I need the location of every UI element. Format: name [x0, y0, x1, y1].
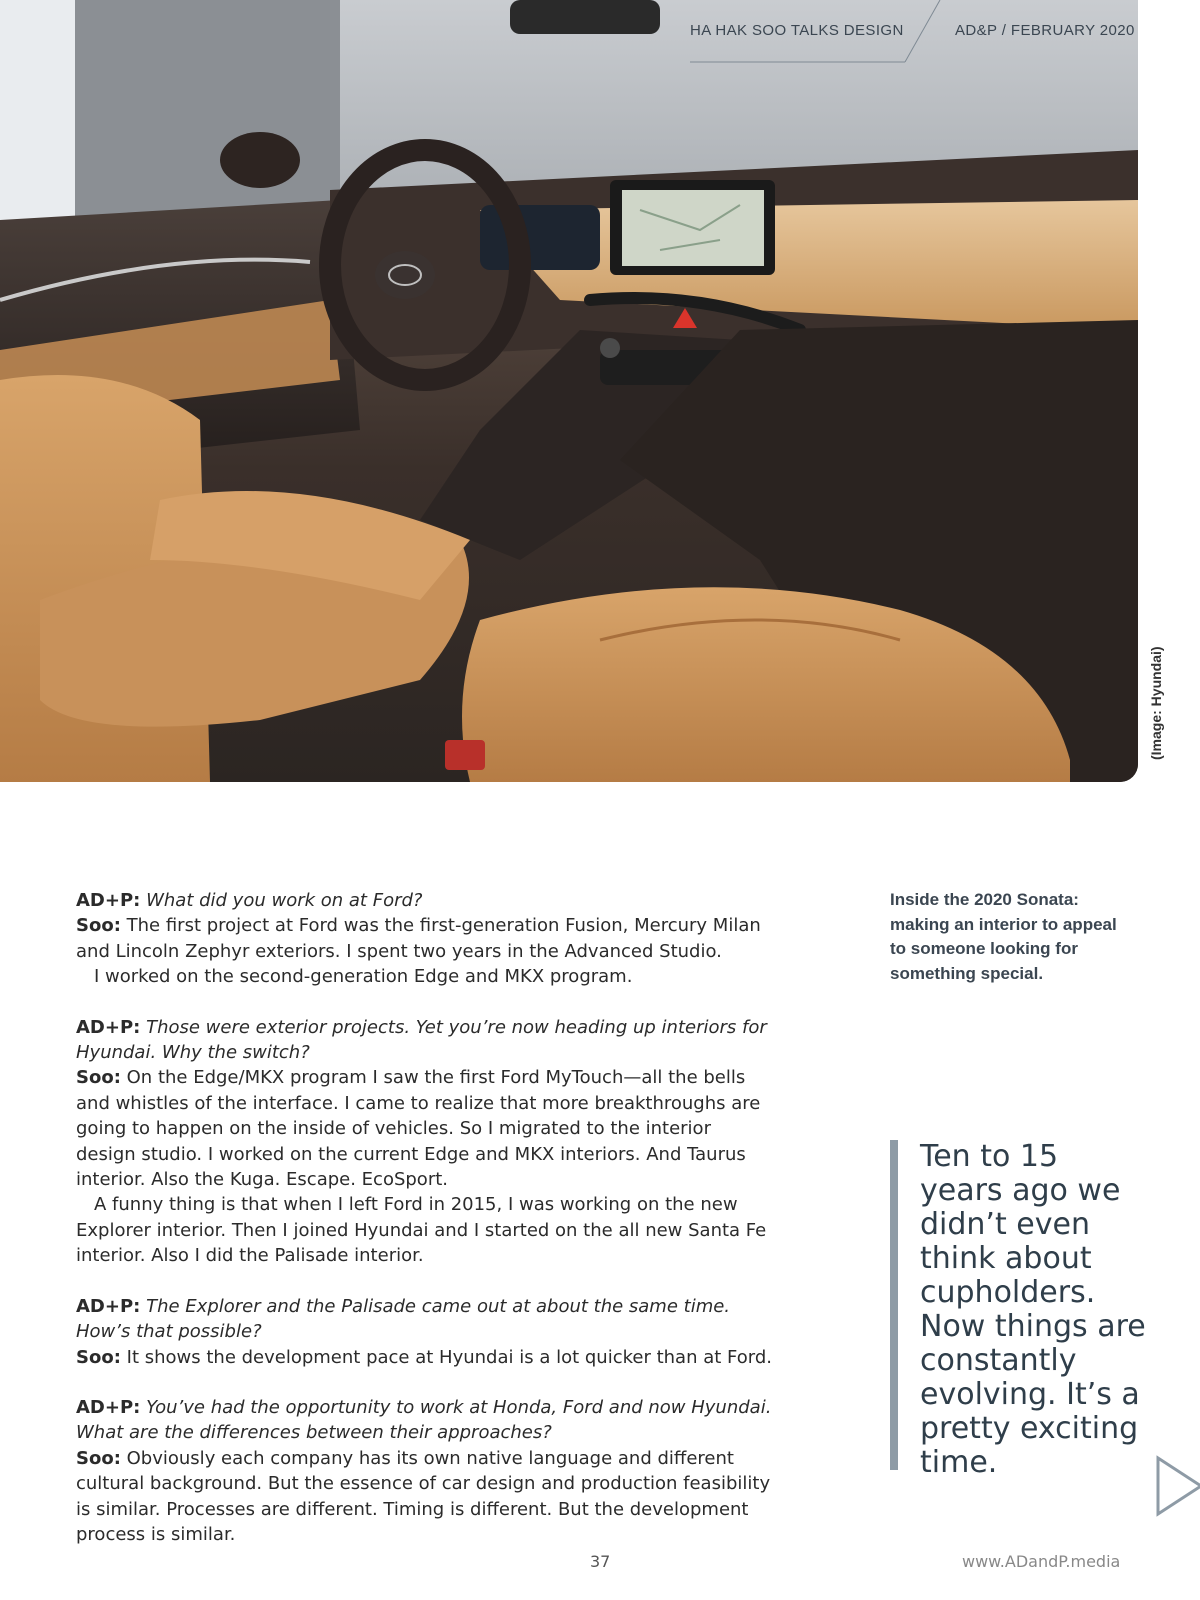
- answer-4: [76, 1446, 776, 1548]
- question-text: You’ve had the opportunity to work at Honda, Ford and now Hyundai. What are the differences between their approaches?: [76, 1396, 772, 1444]
- question-3: [76, 1294, 776, 1345]
- question-4: [76, 1395, 776, 1446]
- running-header-section: HA HAK SOO TALKS DESIGN: [690, 22, 904, 39]
- respondent-label: Soo:: [76, 1346, 121, 1368]
- question-1: [76, 888, 776, 913]
- answer-paragraph: A funny thing is that when I left Ford in 2015, I was working on the new Explorer interior. Then I joined Hyundai and I started on the all new Santa Fe interior. Also I did the Palisade interior.: [76, 1194, 767, 1267]
- qa-block-1: [76, 888, 776, 990]
- question-2: [76, 1015, 776, 1066]
- next-page-arrow-icon[interactable]: [1155, 1455, 1200, 1517]
- pull-quote-text: Ten to 15 years ago we didn’t even think about cupholders. Now things are constantly evolving. It’s a pretty exciting time.: [920, 1139, 1146, 1480]
- answer-paragraph: I worked on the second-generation Edge and MKX program.: [94, 966, 633, 988]
- pull-quote: [890, 1139, 1150, 1480]
- photo-credit: (Image: Hyundai): [1148, 646, 1164, 760]
- respondent-label: Soo:: [76, 1447, 121, 1469]
- answer-text: The first project at Ford was the first-generation Fusion, Mercury Milan and Lincoln Zephyr exteriors. I spent two years in the Advanced Studio.: [76, 915, 761, 962]
- respondent-label: Soo:: [76, 915, 121, 937]
- running-header-issue: AD&P / FEBRUARY 2020: [955, 22, 1135, 39]
- interviewer-label: AD+P:: [76, 890, 141, 911]
- article-body: [76, 888, 776, 1572]
- question-text: What did you work on at Ford?: [146, 890, 423, 911]
- answer-text: On the Edge/MKX program I saw the first Ford MyTouch—all the bells and whistles of the interface. I came to realize that more breakthroughs are going to happen on the inside of vehicles. So I migrated to the interior design studio. I worked on the current Edge and MKX interiors. And Taurus interior. Also the Kuga. Escape. EcoSport.: [76, 1067, 761, 1191]
- car-interior-illustration: [0, 0, 1138, 782]
- question-text: The Explorer and the Palisade came out at about the same time. How’s that possible?: [76, 1295, 731, 1343]
- qa-block-3: [76, 1294, 776, 1370]
- page-number: 37: [590, 1552, 611, 1571]
- respondent-label: Soo:: [76, 1067, 121, 1089]
- interviewer-label: AD+P:: [76, 1295, 141, 1317]
- answer-text: Obviously each company has its own native language and different cultural background. But the essence of car design and production feasibility is similar. Processes are different. Timing is different. But the development process is similar.: [76, 1447, 771, 1545]
- qa-block-4: [76, 1395, 776, 1547]
- interviewer-label: AD+P:: [76, 1016, 141, 1038]
- answer-1: [76, 913, 776, 964]
- photo-caption: Inside the 2020 Sonata: making an interior to appeal to someone looking for something special.: [890, 890, 1117, 983]
- footer-url[interactable]: www.ADandP.media: [962, 1552, 1121, 1571]
- answer-3: [76, 1345, 776, 1370]
- interviewer-label: AD+P:: [76, 1396, 141, 1418]
- answer-text: It shows the development pace at Hyundai is a lot quicker than at Ford.: [126, 1346, 772, 1368]
- hero-photo: [0, 0, 1138, 782]
- answer-2: [76, 1065, 776, 1192]
- qa-block-2: [76, 1015, 776, 1269]
- question-text: Those were exterior projects. Yet you’re now heading up interiors for Hyundai. Why the switch?: [76, 1016, 767, 1064]
